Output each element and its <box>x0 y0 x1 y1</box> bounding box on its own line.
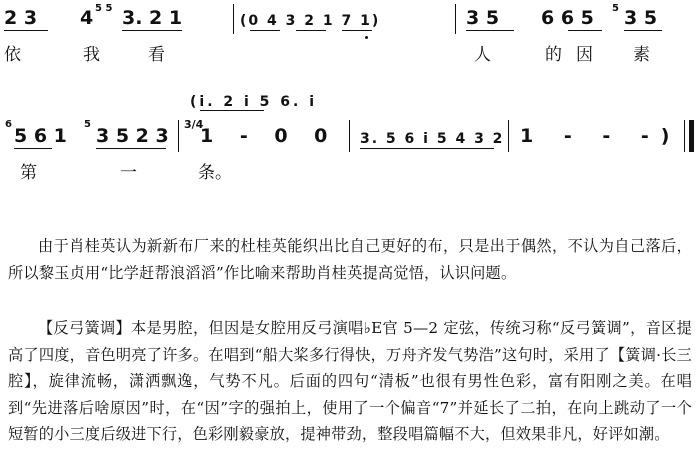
notes-group: 4 <box>80 7 94 29</box>
paragraph-1: 由于肖桂英认为新新布厂来的杜桂英能织出比自己更好的布，只是出于偶然，不认为自己落后，所以黎玉贞用“比学赶帮浪滔滔”作比喻来帮助肖桂英提高觉悟，认识问题。 <box>8 237 692 282</box>
lyric-char: 的因 <box>545 45 607 65</box>
underline <box>296 30 326 31</box>
lyric-char: 素 <box>633 45 650 65</box>
barline <box>233 4 234 34</box>
underline <box>96 148 166 149</box>
underline <box>568 30 602 31</box>
final-barline-thick <box>689 120 694 152</box>
notes-group: 1 - 0 0 <box>200 125 338 147</box>
notes-group: 3. 2 1 <box>122 7 183 29</box>
notes-group: 6 6 5 <box>541 7 594 29</box>
underline <box>14 148 52 149</box>
underline <box>122 30 182 31</box>
underline <box>200 110 264 111</box>
interlude-notes: 3. 5 6 i 5 4 3 2 <box>360 131 505 147</box>
underline <box>624 30 662 31</box>
barline <box>178 120 179 152</box>
lyric-char: 我 <box>83 45 100 65</box>
notes-group: 3 5 <box>624 7 658 29</box>
score-line-1 <box>0 0 700 86</box>
grace-note: 6 <box>5 119 12 130</box>
underline <box>342 30 372 31</box>
lyric-char: 一 <box>120 163 137 183</box>
underline <box>4 30 48 31</box>
paragraph-2: 【反弓簧调】本是男腔，但因是女腔用反弓演唱♭E官 5—2 定弦，传统习称“反弓簧调”，音区提高了四度，音色明亮了许多。在唱到“船大桨多行得快，万舟齐发气势浩”这句时，采用了【簧调·长三腔】，旋律流畅，潇洒飘逸，气势不凡。后面的四句“清板”也很有男性色彩，富有阳刚之美。在唱到“先进落后啥原因”时，在“因”字的强拍上，使用了一个偏音“7”并延长了二拍，在向上跳动了一个短暂的小三度后级进下行，色彩刚毅豪放，提神带劲，整段唱篇幅不大，但效果非凡，好评如潮。 <box>8 319 692 444</box>
underline <box>360 148 494 149</box>
lyric-char: 第 <box>20 163 37 183</box>
notes-group: 3 5 2 3 <box>96 125 169 147</box>
notes-group: 1 - - -) <box>520 125 682 147</box>
barline <box>455 4 456 34</box>
upper-interlude: (i. 2 i 5 6. i <box>190 94 318 110</box>
lyric-char: 人 <box>474 45 491 65</box>
underline <box>466 30 514 31</box>
underline <box>250 30 280 31</box>
barline <box>349 120 350 152</box>
barline <box>508 120 509 152</box>
notes-group: 3 5 <box>466 7 500 29</box>
grace-note: 5 <box>612 3 619 14</box>
grace-note: 5 5 <box>95 3 113 14</box>
time-signature: 3/4 <box>184 118 204 131</box>
notes-group: 5 6 1 <box>14 125 67 147</box>
interlude-notes: (0 4 3 2 1 7 1) <box>240 13 381 29</box>
score-line-2 <box>0 90 700 183</box>
final-barline-thin <box>684 120 685 152</box>
grace-note: 5 <box>84 119 91 130</box>
lyric-char: 条。 <box>198 163 232 183</box>
lyric-char: 依 <box>4 45 21 65</box>
lyric-char: 看 <box>148 45 165 65</box>
low-octave-dot <box>365 36 368 39</box>
notes-group: 2 3 <box>4 7 38 29</box>
